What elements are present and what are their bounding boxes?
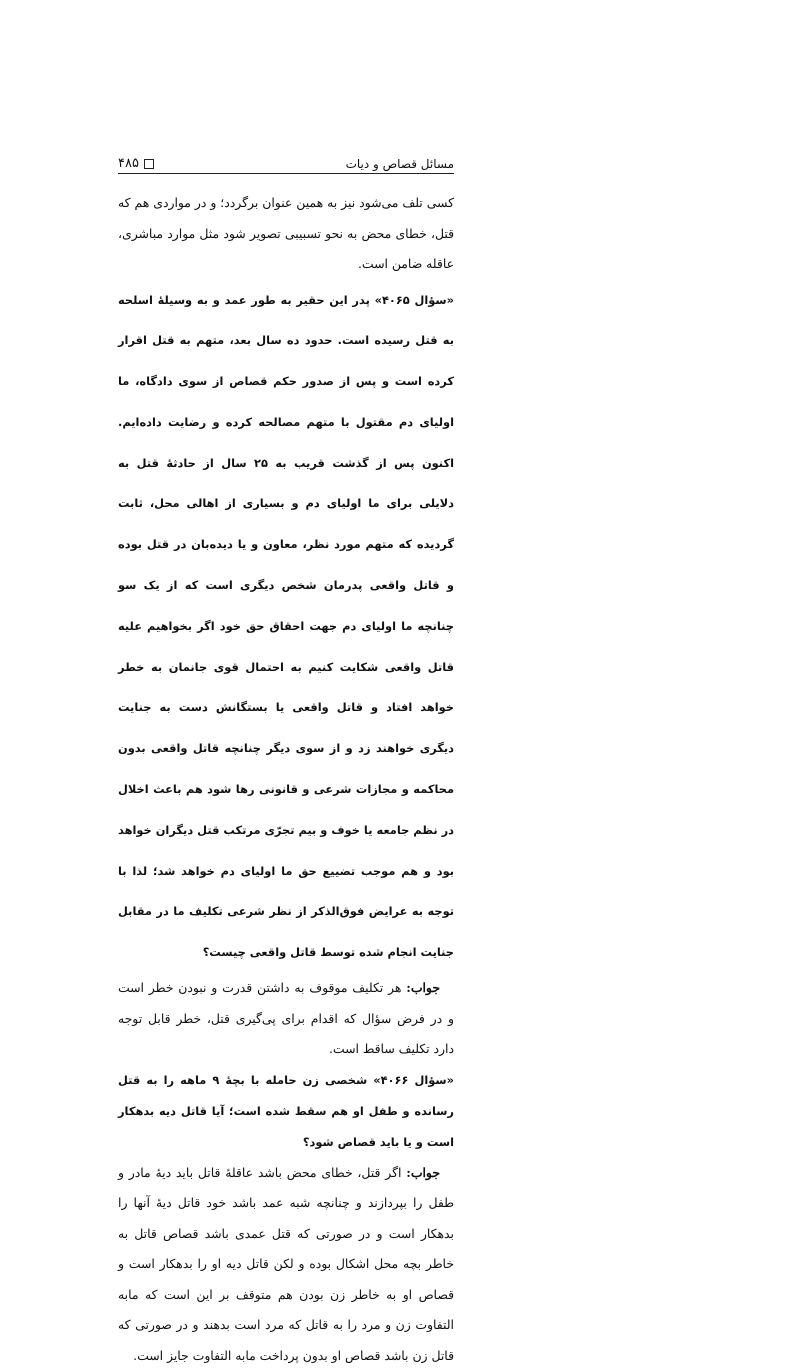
running-title: مسائل قصاص و دیات <box>345 157 454 171</box>
question-4066: «سؤال ۴۰۶۶» شخصی زن حامله با بچهٔ ۹ ماهه را به قتل رسانده و طفل او هم سقط شده است؛ آیا قاتل دیه بدهکار است و یا باید قصاص شود؟ <box>118 1072 454 1149</box>
square-bullet-icon <box>144 159 154 169</box>
question-4065: «سؤال ۴۰۶۵» پدر این حقیر به طور عمد و به وسیلهٔ اسلحه به قتل رسیده است. حدود ده سال بعد، متهم به قتل اقرار کرده است و پس از صدور حکم قصاص از سوی دادگاه، ما اولیای دم مقتول با متهم مصالحه کرده و رضایت داده‌ایم. اکنون پس از گذشت قریب به ۲۵ سال از حادثهٔ قتل به دلایلی برای ما اولیای دم و بسیاری از اهالی محل، ثابت گردیده که متهم مورد نظر، معاون و یا دیده‌بان در قتل بوده و قاتل واقعی پدرمان شخص دیگری است که از یک سو چنانچه ما اولیای دم جهت احقاق حق خود اگر بخواهیم علیه قاتل واقعی شکایت کنیم به احتمال قوی جانمان به خطر خواهد افتاد و قاتل واقعی یا بستگانش دست به جنایت دیگری خواهند زد و از سوی دیگر چنانچه قاتل واقعی بدون محاکمه و مجازات شرعی و قانونی رها شود هم باعث اخلال در نظم جامعه یا خوف و بیم تجرّی مرتکب قتل دیگران خواهد بود و هم موجب تضییع حق ما اولیای دم خواهد شد؛ لذا با توجه به عرایض فوق‌الذکر از نظر شرعی تکلیف ما در مقابل جنایت انجام شده توسط قاتل واقعی چیست؟ <box>118 292 454 960</box>
answer-text: اگر قتل، خطای محض باشد عاقلهٔ قاتل باید دیهٔ مادر و طفل را بپردازند و چنانچه شبه عمد باشد خود قاتل دیهٔ آنها را بدهکار است و در صورتی که قتل عمدی باشد قصاص قاتل به خاطر بچه محل اشکال بوده و لکن قاتل دیه او را بدهکار است و قصاص او به خاطر زن بودن هم متوقف بر این است که مابه التفاوت زن و مرد را به قاتل که مرد است بدهند و در صورتی که قاتل زن باشد قصاص او بدون پرداخت مابه التفاوت جایز است. <box>118 1164 454 1363</box>
answer-4066 <box>118 1158 454 1371</box>
answer-label: جواب: <box>406 1164 440 1180</box>
page <box>118 145 454 1371</box>
page-number: ۴۸۵ <box>118 156 139 171</box>
page-header <box>118 145 454 174</box>
answer-4065 <box>118 973 454 1065</box>
paragraph-continuation: کسی تلف می‌شود نیز به همین عنوان برگردد؛ و در مواردی هم که قتل، خطای محض به نحو تسبیبی تصویر شود مثل موارد مباشری، عاقله ضامن است. <box>118 195 454 271</box>
page-number-block <box>118 156 154 171</box>
body-text <box>118 188 454 1371</box>
answer-text: هر تکلیف موقوف به داشتن قدرت و نبودن خطر است و در فرض سؤال که اقدام برای پی‌گیری قتل، خطر قابل توجه دارد تکلیف ساقط است. <box>118 980 454 1057</box>
answer-label: جواب: <box>406 980 440 996</box>
